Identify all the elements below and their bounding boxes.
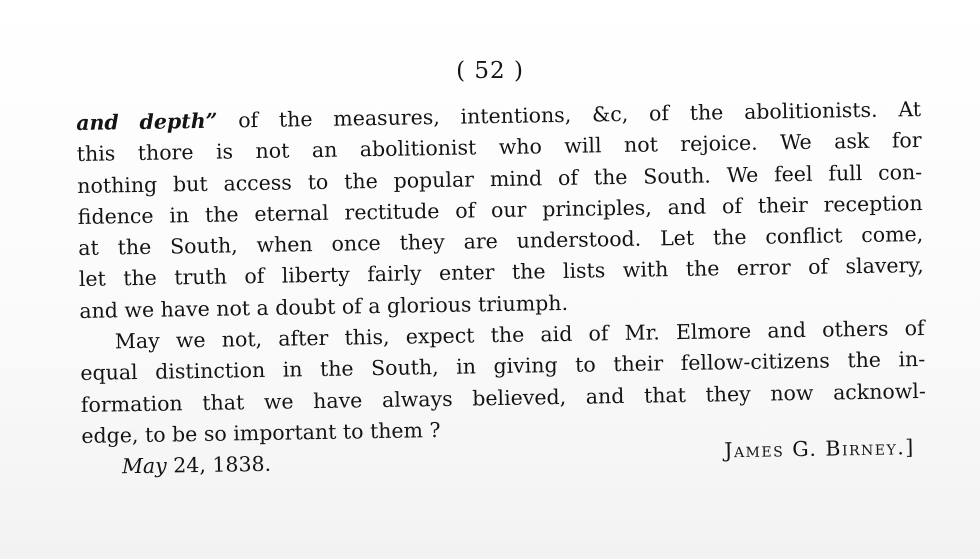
word: aid [540,321,573,347]
word: understood. [516,226,642,253]
word: reception [823,190,923,217]
word: fairly [367,261,422,287]
word: at [78,235,99,261]
word: fidence [77,203,154,229]
word: when [256,232,313,258]
word: in [282,357,303,382]
word: ask [833,129,870,154]
word: in- [898,347,926,372]
page-number: ( 52 ) [456,58,524,84]
word: &c, [591,101,629,127]
word: thore [137,140,194,166]
word: We [779,130,812,155]
word: the [685,256,720,282]
word: intentions, [460,102,572,129]
word: and [767,318,807,343]
word: for [891,128,922,153]
word: truth [174,265,228,290]
word: who [498,134,543,160]
word: are [463,229,498,254]
word: in [169,203,190,228]
word: after [278,325,329,351]
word: the [123,266,158,291]
word: the [278,107,313,132]
word: South, [169,233,238,259]
word: giving [493,353,558,379]
word: of [904,316,925,341]
word: that [202,389,245,415]
word: the [511,259,546,285]
word: once [331,231,381,256]
word: not, [221,327,263,352]
word: have [312,387,363,413]
word: others [821,316,889,342]
word: rejoice. [680,131,758,157]
word: Elmore [675,318,752,345]
italic-word: and [76,110,119,135]
word: slavery, [845,253,924,279]
word: come, [861,222,924,248]
word: rectitude [344,198,440,225]
word: the [204,202,239,227]
word: and [667,194,707,220]
word: to [307,169,329,194]
word: with [622,257,669,283]
word: they [399,230,445,255]
word: the [490,322,525,348]
word: popular [393,167,475,193]
word: con- [877,159,923,185]
word: abolitionist [359,135,477,162]
word: Mr. [624,320,660,346]
word: lists [562,258,606,284]
word: nothing [77,172,158,198]
word: of [557,165,579,190]
line-text: edge, to be so important to them ? [81,417,441,448]
word: the [712,225,747,250]
word: distinction [154,358,266,385]
word: Let [659,225,695,251]
word: measures, [333,104,440,131]
word: not [255,138,290,164]
word: enter [438,260,495,286]
word: mind [489,165,543,191]
word: of [244,264,265,289]
word: May [114,328,160,354]
word: South, [370,355,439,381]
word: We [726,162,759,187]
word: liberty [281,262,350,289]
word: and [585,383,625,409]
word: in [455,354,477,380]
line-text: and we have not a doubt of a glorious triumph. [79,290,569,323]
word: this, [344,324,390,350]
word: of [455,198,476,223]
word: their [757,192,808,218]
word: an [311,137,338,163]
word: they [705,381,751,407]
word: equal [80,360,138,386]
word: of [238,107,259,133]
word: the [689,100,724,125]
word: the [593,164,628,190]
word: to [574,352,596,378]
word: always [381,386,453,412]
word: believed, [472,384,567,411]
word: full [828,160,863,186]
word: South. [643,163,712,189]
word: let [78,267,106,292]
word: of [588,321,609,346]
word: At [898,96,922,122]
word: abolitionists. [743,97,878,124]
signature: James G. Birney.] [724,435,915,463]
word: error [736,255,791,281]
word: the [847,348,882,373]
word: our [490,197,527,223]
word: their [613,351,664,377]
word: but [172,171,208,196]
word: will [564,133,602,159]
date-month: May [121,453,167,479]
word: the [319,356,354,382]
word: fellow-citizens [680,348,831,376]
date [122,449,272,483]
body-text [76,94,927,484]
word: acknowl- [832,378,926,405]
italic-word: depth” [139,108,218,134]
date-rest: 24, 1838. [173,452,272,478]
word: now [770,380,814,406]
word: we [175,327,206,353]
word: this [76,141,116,167]
word: of [721,193,743,219]
word: feel [773,161,813,187]
word: conflict [765,223,843,249]
word: expect [405,323,475,349]
word: access [223,170,293,196]
word: of [648,101,670,126]
word: not [623,132,659,158]
word: the [117,234,152,260]
word: is [215,139,234,164]
word: principles, [542,195,653,222]
word: formation [80,390,183,417]
word: we [263,389,294,414]
word: the [343,168,378,194]
word: of [807,255,829,280]
word: eternal [254,200,329,226]
word: that [643,382,687,408]
